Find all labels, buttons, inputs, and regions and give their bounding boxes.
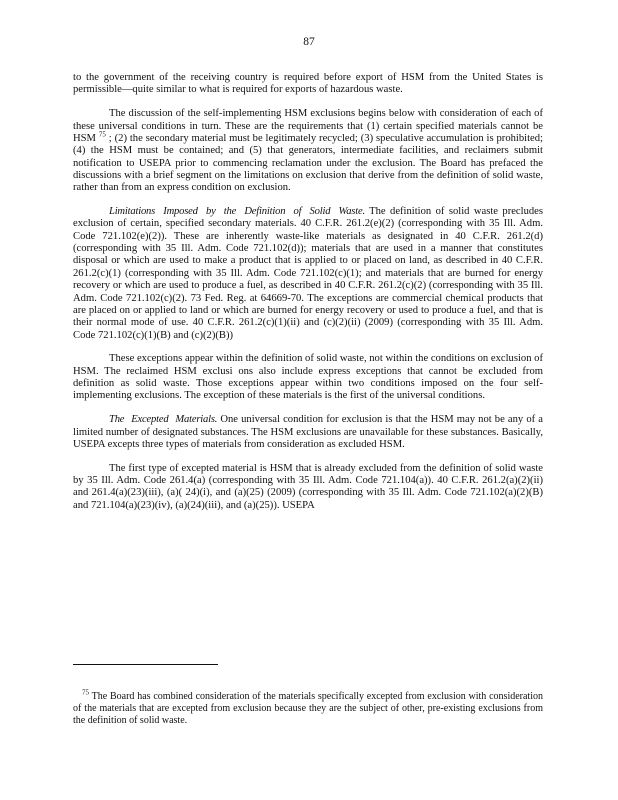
paragraph-export-consent: to the government of the receiving country is required before export of HSM from the United States is permissible—quite similar to what is required for exports of hazardous waste. <box>73 72 543 96</box>
paragraph-excepted-materials <box>73 414 543 451</box>
paragraph-text-before-ref: The discussion of the self-implementing HSM exclusions begins below with consideration of each of these universal conditions in turn. These are the requirements that (1) certain specified materials cannot be HSM <box>73 108 543 144</box>
section-heading-limitations: Limitations Imposed by the Definition of Solid Waste. <box>109 206 365 218</box>
paragraph-exceptions: These exceptions appear within the definition of solid waste, not within the conditions on exclusion of HSM. The reclaimed HSM exclusi ons also include express exceptions that cannot be excluded from definition as solid waste. Those exceptions appear within two conditions imposed on the four self-implementing exclusions. The exception of these materials is the first of the universal conditions. <box>73 353 543 402</box>
footnote-marker: 75 <box>82 688 89 697</box>
paragraph-universal-conditions <box>73 108 543 194</box>
page-number: 87 <box>303 36 315 48</box>
section-heading-excepted-materials: The Excepted Materials. <box>109 414 218 426</box>
footnote <box>73 688 543 728</box>
footnote-reference[interactable]: 75 <box>98 130 106 139</box>
body-text <box>73 72 543 524</box>
paragraph-excepted-materials-text: One universal condition for exclusion is that the HSM may not be any of a limited number of designated substances. The HSM exclusions are unavailable for these substances. Basically, USEPA excepts three types of materials from consideration as excluded HSM. <box>73 414 544 450</box>
paragraph-first-type: The first type of excepted material is HSM that is already excluded from the definition of solid waste by 35 Ill. Adm. Code 261.4(a) (corresponding with 35 Ill. Adm. Code 721.104(a)). 40 C.F.R. 261.2(a)(2)(ii) and 261.4(a)(23)(iii), (a)( 24)(i), and (a)(25) (2009) (corresponding with 35 Ill. Adm. Code 721.102(a)(2)(B) and 721.104(a)(23)(iv), (a)(24)(iii), and (a)(25)). USEPA <box>73 462 543 511</box>
paragraph-limitations <box>73 206 543 342</box>
footnote-text: The Board has combined consideration of the materials specifically excepted from exclusion with consideration of the materials that are excepted from exclusion because they are the subject of other, pre-existing exclusions from the definition of solid waste. <box>73 691 543 727</box>
paragraph-limitations-text: The definition of solid waste precludes exclusion of certain, specified secondary materials. 40 C.F.R. 261.2(e)(2) (corresponding with 35 Ill. Adm. Code 721.102(e)(2)). These are inherently waste-like materials as designated in 40 C.F.R. 261.2(d) (corresponding with 35 Ill. Adm. Code 721.102(d)); materials that are used in a manner that constitutes disposal or which are used to make a product that is applied to or placed on land, as described in 40 C.F.R. 261.2(c)(1) (corresponding with 35 Ill. Adm. Code 721.102(c)(1); and materials that are burned for energy recovery or which are used to produce a fuel, as described in 40 C.F.R. 261.2(c)(2) (corresponding with 35 Ill. Adm. Code 721.102(c)(2). 73 Fed. Reg. at 64669-70. The exceptions are commercial chemical products that are placed on or applied to land or which are burned for energy recovery or used to produce a fuel, and that is their normal mode of use. 40 C.F.R. 261.2(c)(1)(ii) and (c)(2)(ii) (2009) (corresponding with 35 Ill. Adm. Code 721.102(c)(1)(B) and (c)(2)(B)) <box>73 206 543 341</box>
paragraph-text-after-ref: ; (2) the secondary material must be legitimately recycled; (3) speculative accumulation is prohibited; (4) the HSM must be contained; and (5) that generators, intermediate facilities, and reclaimers submit notification to USEPA prior to commencing reclamation under the exclusion. The Board has prefaced the discussions with a brief segment on the limitations on exclusion that derive from the definition of solid waste, rather than from an express condition on exclusion. <box>73 132 543 194</box>
footnote-divider <box>73 664 218 665</box>
